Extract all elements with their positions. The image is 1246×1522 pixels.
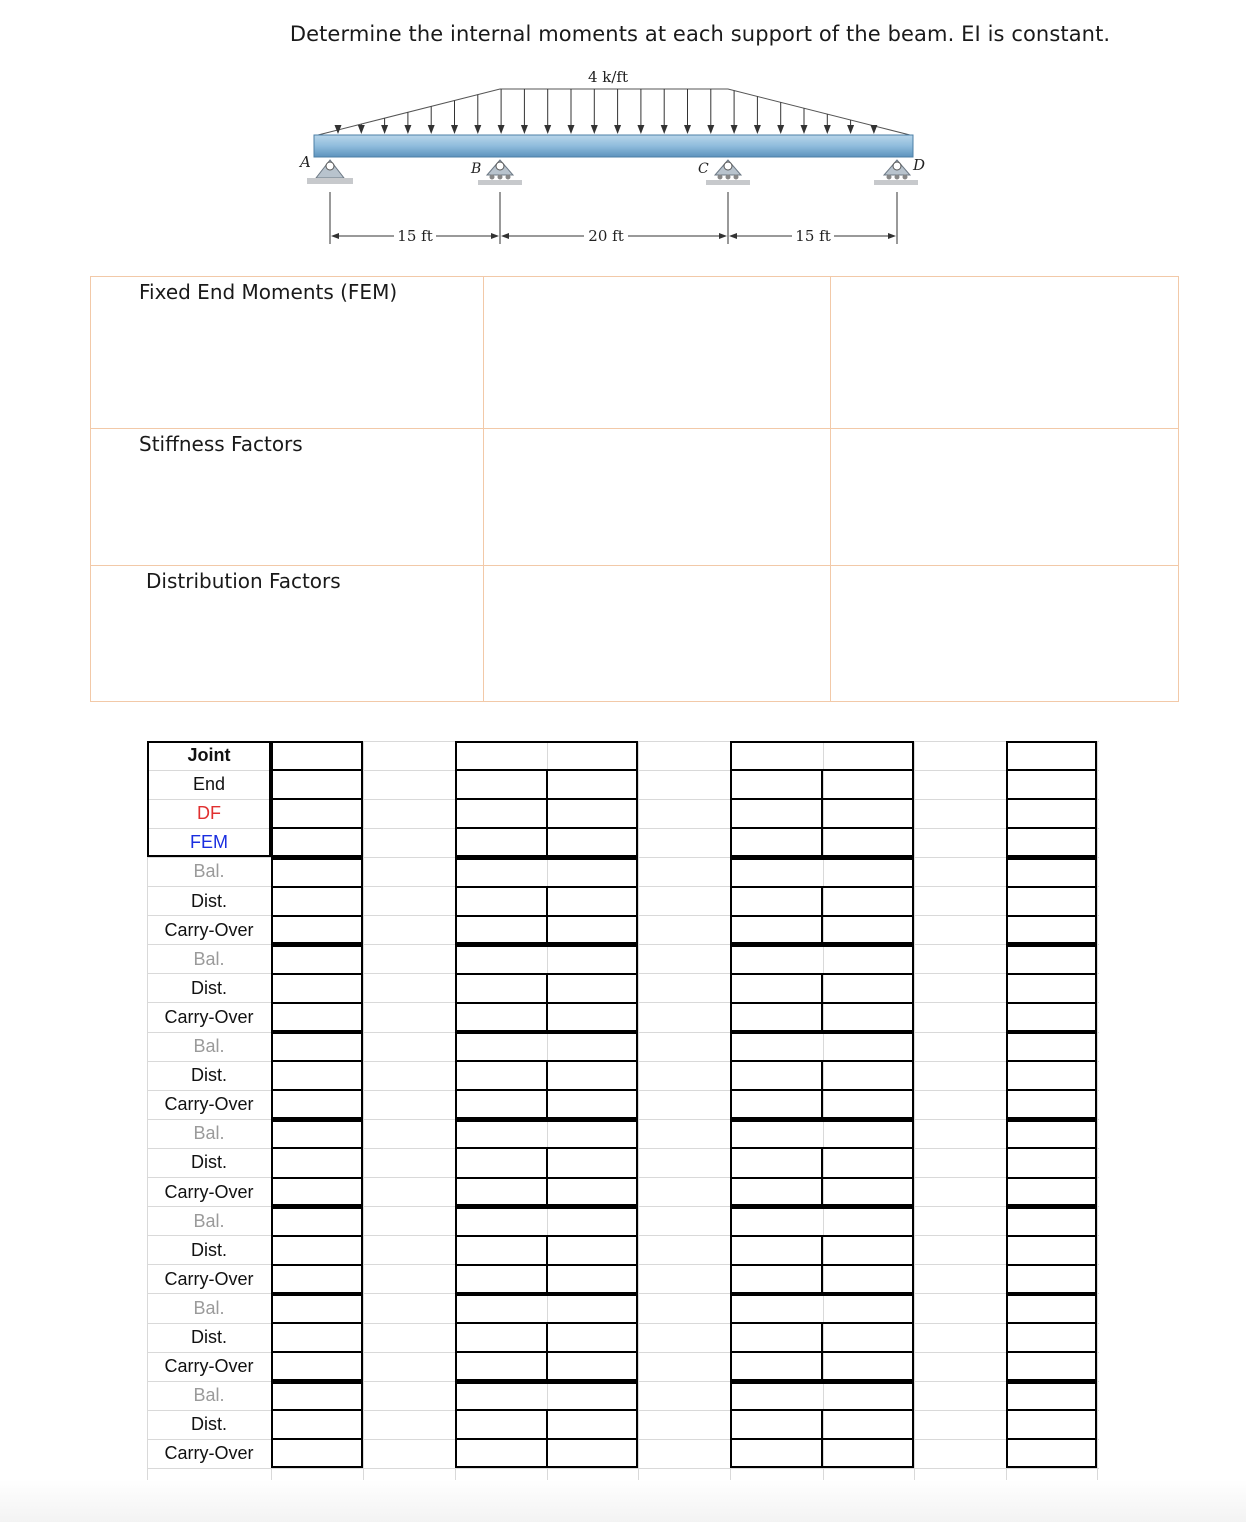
table-cell[interactable] <box>457 801 545 826</box>
factor-grid-divider <box>830 277 831 701</box>
row-label-dist: Dist. <box>191 1065 227 1086</box>
row-label-bal: Bal. <box>193 1123 225 1144</box>
iteration-row-line <box>1006 886 1097 888</box>
table-cell[interactable] <box>273 801 361 826</box>
factor-grid-divider <box>91 428 1178 429</box>
table-cell[interactable] <box>549 772 636 797</box>
joint-column-box <box>1006 741 1097 743</box>
table-cell[interactable] <box>1008 1150 1095 1175</box>
row-label-dist: Dist. <box>191 1152 227 1173</box>
load-arrowhead <box>451 125 458 134</box>
table-cell[interactable] <box>549 1180 636 1205</box>
table-cell[interactable] <box>825 801 912 826</box>
iteration-row-line <box>1006 1147 1097 1149</box>
row-label-dist: Dist. <box>191 977 227 998</box>
table-cell[interactable] <box>457 1150 545 1175</box>
support-a-pin <box>307 160 353 184</box>
end-column-divider <box>546 887 548 945</box>
table-cell[interactable] <box>273 859 361 884</box>
iteration-row-line <box>271 1177 363 1179</box>
iteration-row-line <box>1006 1235 1097 1237</box>
header-row-line <box>1006 798 1097 800</box>
table-cell[interactable] <box>825 976 912 1001</box>
table-cell[interactable] <box>273 1441 361 1466</box>
header-row-line <box>271 827 363 829</box>
end-column-divider <box>821 1236 823 1294</box>
fem-input-cell[interactable] <box>832 279 1176 427</box>
table-cell[interactable] <box>457 1180 545 1205</box>
fem-input-cell[interactable] <box>485 279 829 427</box>
table-cell[interactable] <box>732 830 821 855</box>
table-cell[interactable] <box>549 1412 636 1437</box>
table-cell[interactable] <box>1008 889 1095 914</box>
end-column-divider <box>821 1323 823 1381</box>
stiffness-input-cell[interactable] <box>485 430 829 564</box>
table-cell[interactable] <box>825 1267 912 1292</box>
load-arrowhead <box>544 125 551 134</box>
iteration-row-line <box>1006 915 1097 917</box>
iteration-row-line <box>1006 1438 1097 1440</box>
row-label-bal: Bal. <box>193 1385 225 1406</box>
table-cell[interactable] <box>457 1296 545 1321</box>
header-row-line <box>271 798 363 800</box>
factor-grid-divider <box>483 277 484 701</box>
table-cell[interactable] <box>825 947 912 972</box>
end-column-divider <box>821 887 823 945</box>
table-cell[interactable] <box>732 889 821 914</box>
table-cell[interactable] <box>457 830 545 855</box>
iteration-row-line <box>271 973 363 975</box>
table-cell[interactable] <box>273 947 361 972</box>
table-cell[interactable] <box>273 1238 361 1263</box>
table-cell[interactable] <box>825 1005 912 1030</box>
load-arrowhead <box>381 125 388 134</box>
support-d-roller <box>874 160 918 185</box>
df-input-cell[interactable] <box>485 567 829 701</box>
beam-diagram <box>0 0 1246 260</box>
load-arrowhead <box>404 125 411 134</box>
table-cell[interactable] <box>549 1325 636 1350</box>
table-cell[interactable] <box>732 859 821 884</box>
iteration-row-line <box>1006 1060 1097 1062</box>
beam <box>314 135 913 157</box>
table-cell[interactable] <box>825 830 912 855</box>
table-cell[interactable] <box>273 772 361 797</box>
table-cell[interactable] <box>273 1092 361 1117</box>
end-column-divider <box>821 1061 823 1119</box>
row-label-bal: Bal. <box>193 1297 225 1318</box>
iteration-row-line <box>271 1264 363 1266</box>
load-arrowhead <box>731 125 738 134</box>
table-cell[interactable] <box>1008 976 1095 1001</box>
table-cell[interactable] <box>1008 1267 1095 1292</box>
df-input-cell[interactable] <box>832 567 1176 701</box>
end-column-divider <box>821 1148 823 1206</box>
table-cell[interactable] <box>549 1209 636 1234</box>
table-cell[interactable] <box>1008 859 1095 884</box>
table-cell[interactable] <box>549 889 636 914</box>
table-cell[interactable] <box>732 1180 821 1205</box>
header-label-box <box>147 855 271 857</box>
load-arrowhead <box>358 125 365 134</box>
table-cell[interactable] <box>273 830 361 855</box>
support-label-c: C <box>698 161 709 177</box>
span-label-cd: 15 ft <box>795 227 831 245</box>
iteration-row-line <box>271 915 363 917</box>
iteration-row-line <box>1006 973 1097 975</box>
table-cell[interactable] <box>1008 1238 1095 1263</box>
table-cell[interactable] <box>825 1121 912 1146</box>
table-cell[interactable] <box>732 918 821 943</box>
iteration-row-line <box>271 1409 363 1411</box>
table-cell[interactable] <box>825 1150 912 1175</box>
iteration-row-line <box>271 1322 363 1324</box>
table-cell[interactable] <box>825 1180 912 1205</box>
table-cell[interactable] <box>457 1412 545 1437</box>
end-column-divider <box>821 1410 823 1468</box>
distribution-factors-label: Distribution Factors <box>146 569 341 593</box>
table-cell[interactable] <box>549 976 636 1001</box>
row-label-carry-over: Carry-Over <box>164 1356 254 1377</box>
load-arrowhead <box>824 125 831 134</box>
table-cell[interactable] <box>549 1441 636 1466</box>
table-cell[interactable] <box>1008 801 1095 826</box>
iteration-row-line <box>271 1351 363 1353</box>
iteration-row-line <box>271 1060 363 1062</box>
table-cell[interactable] <box>457 1441 545 1466</box>
table-cell[interactable] <box>1008 1354 1095 1379</box>
table-cell[interactable] <box>457 976 545 1001</box>
row-label-dist: Dist. <box>191 1414 227 1435</box>
fem-label: Fixed End Moments (FEM) <box>139 280 398 304</box>
table-cell[interactable] <box>825 1238 912 1263</box>
row-label-carry-over: Carry-Over <box>164 1181 254 1202</box>
table-cell[interactable] <box>457 1267 545 1292</box>
table-cell[interactable] <box>732 1383 821 1408</box>
table-cell[interactable] <box>457 1005 545 1030</box>
iteration-row-line <box>1006 1264 1097 1266</box>
row-label-carry-over: Carry-Over <box>164 919 254 940</box>
load-arrows <box>335 89 878 134</box>
table-cell[interactable] <box>457 1034 545 1059</box>
end-column-divider <box>546 1148 548 1206</box>
load-arrowhead <box>521 125 528 134</box>
table-cell[interactable] <box>549 918 636 943</box>
stiffness-factors-label: Stiffness Factors <box>139 432 303 456</box>
table-cell[interactable] <box>549 859 636 884</box>
table-cell[interactable] <box>825 1412 912 1437</box>
joint-column-box <box>271 741 363 743</box>
table-cell[interactable] <box>549 1267 636 1292</box>
header-label-box <box>147 741 271 743</box>
table-cell[interactable] <box>1008 918 1095 943</box>
table-cell[interactable] <box>732 1092 821 1117</box>
joint-column-box <box>455 741 638 743</box>
table-cell[interactable] <box>1008 1063 1095 1088</box>
table-cell[interactable] <box>1008 1034 1095 1059</box>
table-cell[interactable] <box>732 1150 821 1175</box>
table-cell[interactable] <box>825 1209 912 1234</box>
table-cell[interactable] <box>825 1034 912 1059</box>
row-label-df: DF <box>197 803 221 824</box>
load-arrowhead <box>591 125 598 134</box>
table-cell[interactable] <box>732 1354 821 1379</box>
table-cell[interactable] <box>273 1209 361 1234</box>
load-arrowhead <box>707 125 714 134</box>
table-cell[interactable] <box>273 1180 361 1205</box>
table-cell[interactable] <box>457 1238 545 1263</box>
row-label-fem: FEM <box>190 832 228 853</box>
table-cell[interactable] <box>273 889 361 914</box>
factor-grid-divider <box>91 565 1178 566</box>
table-cell[interactable] <box>1008 1383 1095 1408</box>
table-cell[interactable] <box>1008 772 1095 797</box>
table-cell[interactable] <box>732 1238 821 1263</box>
table-cell[interactable] <box>457 1354 545 1379</box>
row-label-carry-over: Carry-Over <box>164 1094 254 1115</box>
table-cell[interactable] <box>549 1092 636 1117</box>
table-cell[interactable] <box>273 1150 361 1175</box>
table-cell[interactable] <box>549 1150 636 1175</box>
row-label-dist: Dist. <box>191 1239 227 1260</box>
load-arrowhead <box>684 125 691 134</box>
table-cell[interactable] <box>1008 1441 1095 1466</box>
table-cell[interactable] <box>457 772 545 797</box>
iteration-row-line <box>271 1089 363 1091</box>
table-cell[interactable] <box>732 772 821 797</box>
table-cell[interactable] <box>825 859 912 884</box>
table-cell[interactable] <box>273 1354 361 1379</box>
table-cell[interactable] <box>273 1121 361 1146</box>
end-column-divider <box>546 1410 548 1468</box>
end-column-divider <box>546 1061 548 1119</box>
table-cell[interactable] <box>1008 830 1095 855</box>
table-cell[interactable] <box>273 1383 361 1408</box>
load-arrowhead <box>637 125 644 134</box>
table-cell[interactable] <box>732 1209 821 1234</box>
table-cell[interactable] <box>549 1034 636 1059</box>
table-cell[interactable] <box>273 1412 361 1437</box>
table-cell[interactable] <box>732 1121 821 1146</box>
table-cell[interactable] <box>732 1005 821 1030</box>
table-cell[interactable] <box>825 1296 912 1321</box>
table-cell[interactable] <box>732 1063 821 1088</box>
table-cell[interactable] <box>549 1063 636 1088</box>
table-cell[interactable] <box>1008 1005 1095 1030</box>
stiffness-input-cell[interactable] <box>832 430 1176 564</box>
table-cell[interactable] <box>1008 1121 1095 1146</box>
load-arrowhead <box>661 125 668 134</box>
table-cell[interactable] <box>273 1034 361 1059</box>
row-label-bal: Bal. <box>193 948 225 969</box>
table-cell[interactable] <box>457 947 545 972</box>
table-cell[interactable] <box>273 1296 361 1321</box>
load-arrowhead <box>568 125 575 134</box>
table-cell[interactable] <box>825 1092 912 1117</box>
end-column-divider <box>546 1236 548 1294</box>
table-cell[interactable] <box>549 830 636 855</box>
table-cell[interactable] <box>457 1325 545 1350</box>
table-cell[interactable] <box>732 1325 821 1350</box>
row-label-dist: Dist. <box>191 1327 227 1347</box>
load-arrowhead <box>474 125 481 134</box>
page-footer-shade <box>0 1480 1246 1522</box>
table-cell[interactable] <box>732 1412 821 1437</box>
table-cell[interactable] <box>732 1034 821 1059</box>
end-column-divider <box>546 1323 548 1381</box>
table-cell[interactable] <box>732 1267 821 1292</box>
end-column-divider <box>821 974 823 1032</box>
load-arrowhead <box>428 125 435 134</box>
load-arrowhead <box>777 125 784 134</box>
row-label-dist: Dist. <box>191 890 227 911</box>
table-cell[interactable] <box>825 1354 912 1379</box>
span-label-bc: 20 ft <box>588 227 624 245</box>
load-arrowhead <box>754 125 761 134</box>
load-label: 4 k/ft <box>587 68 629 86</box>
table-cell[interactable] <box>732 947 821 972</box>
iteration-row-line <box>271 886 363 888</box>
table-cell[interactable] <box>457 889 545 914</box>
table-cell[interactable] <box>732 1296 821 1321</box>
support-label-d: D <box>913 156 926 174</box>
row-label-carry-over: Carry-Over <box>164 1268 254 1289</box>
problem-statement: Determine the internal moments at each support of the beam. EI is constant. <box>289 22 1111 46</box>
row-label-carry-over: Carry-Over <box>164 1006 254 1027</box>
load-arrowhead <box>847 125 854 134</box>
load-arrowhead <box>498 125 505 134</box>
table-cell[interactable] <box>825 1063 912 1088</box>
iteration-row-line <box>271 1235 363 1237</box>
table-cell[interactable] <box>457 1209 545 1234</box>
row-label-bal: Bal. <box>193 861 225 882</box>
header-label-box <box>147 741 149 857</box>
table-cell[interactable] <box>273 1267 361 1292</box>
iteration-row-line <box>1006 1409 1097 1411</box>
joint-column-box <box>730 741 914 743</box>
support-label-a: A <box>300 153 311 171</box>
row-label-bal: Bal. <box>193 1210 225 1231</box>
header-row-line <box>271 769 363 771</box>
table-cell[interactable] <box>273 1325 361 1350</box>
iteration-row-line <box>271 1438 363 1440</box>
load-arrowhead <box>614 125 621 134</box>
iteration-row-line <box>1006 1177 1097 1179</box>
iteration-row-line <box>1006 1089 1097 1091</box>
table-cell[interactable] <box>273 918 361 943</box>
table-cell[interactable] <box>549 1005 636 1030</box>
span-label-ab: 15 ft <box>397 227 433 245</box>
table-cell[interactable] <box>1008 1296 1095 1321</box>
support-c-roller <box>706 160 750 185</box>
factor-grid <box>90 276 1179 702</box>
iteration-row-line <box>1006 1002 1097 1004</box>
table-cell[interactable] <box>825 889 912 914</box>
table-cell[interactable] <box>457 1383 545 1408</box>
table-cell[interactable] <box>457 1121 545 1146</box>
table-cell[interactable] <box>549 1121 636 1146</box>
support-b-roller <box>478 160 522 185</box>
load-arrowhead <box>801 125 808 134</box>
table-cell[interactable] <box>1008 1180 1095 1205</box>
end-column-divider <box>821 770 823 857</box>
table-cell[interactable] <box>825 1325 912 1350</box>
table-cell[interactable] <box>273 1063 361 1088</box>
table-cell[interactable] <box>825 772 912 797</box>
table-cell[interactable] <box>549 1354 636 1379</box>
table-cell[interactable] <box>1008 1209 1095 1234</box>
row-label-bal: Bal. <box>193 1036 225 1056</box>
table-cell[interactable] <box>549 1296 636 1321</box>
table-cell[interactable] <box>1008 947 1095 972</box>
load-arrowhead <box>870 125 877 134</box>
end-column-divider <box>546 770 548 857</box>
header-row-line <box>1006 769 1097 771</box>
iteration-row-line <box>1006 1322 1097 1324</box>
table-cell[interactable] <box>457 1092 545 1117</box>
table-cell[interactable] <box>825 1441 912 1466</box>
table-cell[interactable] <box>273 976 361 1001</box>
header-row-line <box>1006 827 1097 829</box>
iteration-row-line <box>1006 1351 1097 1353</box>
table-cell[interactable] <box>1008 1412 1095 1437</box>
table-cell[interactable] <box>1008 1325 1095 1350</box>
table-cell[interactable] <box>549 1238 636 1263</box>
table-cell[interactable] <box>549 1383 636 1408</box>
support-label-b: B <box>471 161 482 177</box>
table-cell[interactable] <box>1008 1092 1095 1117</box>
iteration-row-line <box>271 1002 363 1004</box>
iteration-row-line <box>271 1147 363 1149</box>
row-label-end: End <box>192 774 226 795</box>
table-cell[interactable] <box>732 1441 821 1466</box>
table-cell[interactable] <box>457 1063 545 1088</box>
row-label-joint: Joint <box>187 745 231 765</box>
table-cell[interactable] <box>825 918 912 943</box>
table-cell[interactable] <box>457 918 545 943</box>
table-cell[interactable] <box>549 801 636 826</box>
table-cell[interactable] <box>549 947 636 972</box>
table-cell[interactable] <box>273 1005 361 1030</box>
table-cell[interactable] <box>732 801 821 826</box>
table-cell[interactable] <box>732 976 821 1001</box>
table-cell[interactable] <box>825 1383 912 1408</box>
row-label-carry-over: Carry-Over <box>164 1443 254 1464</box>
end-column-divider <box>546 974 548 1032</box>
table-cell[interactable] <box>457 859 545 884</box>
